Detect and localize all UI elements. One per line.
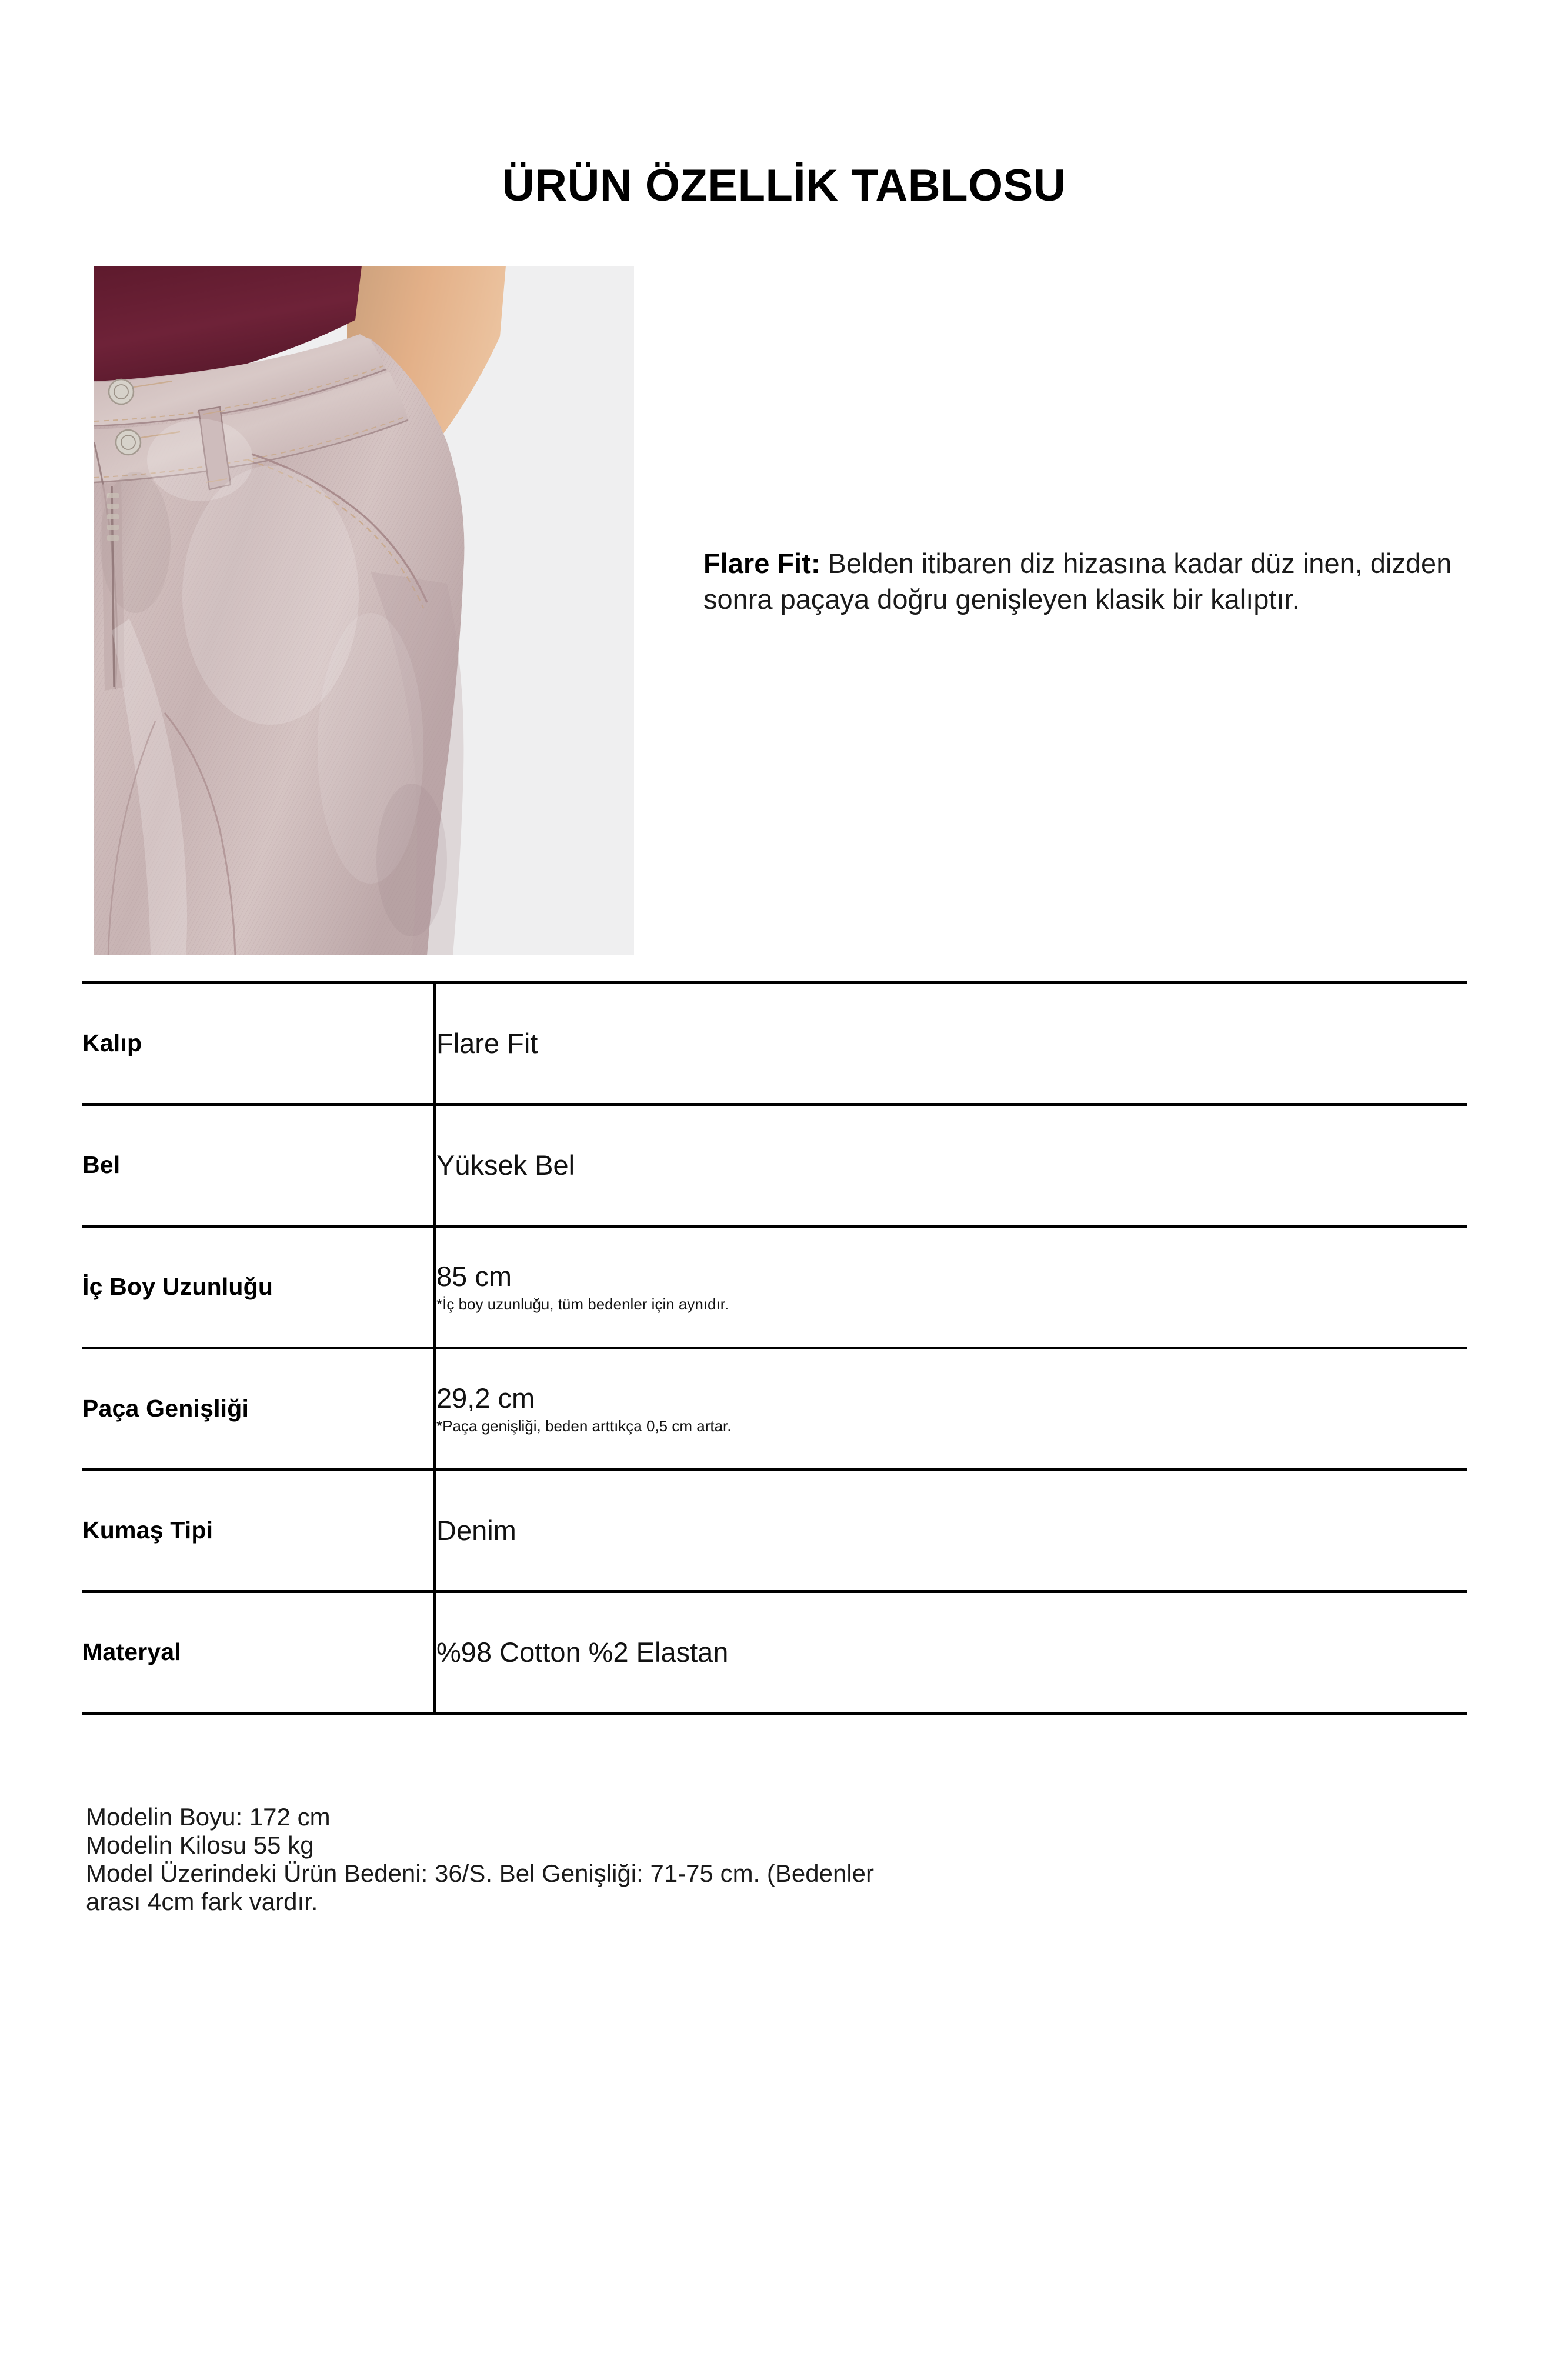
spec-label-cell — [82, 1470, 435, 1592]
spec-value: 29,2 cm — [436, 1382, 535, 1414]
footer-line: Modelin Boyu: 172 cm — [86, 1803, 331, 1831]
spec-value: Yüksek Bel — [436, 1149, 575, 1181]
product-photo — [94, 266, 634, 955]
spec-label-cell — [82, 1105, 435, 1227]
spec-value-cell — [435, 983, 1467, 1105]
spec-value: Denim — [436, 1515, 516, 1547]
spec-label: Kalıp — [82, 1029, 142, 1057]
spec-label: Bel — [82, 1151, 121, 1179]
spec-table-body — [82, 983, 1467, 1714]
spec-value-cell — [435, 1348, 1467, 1470]
spec-label: Kumaş Tipi — [82, 1517, 213, 1544]
spec-label-cell — [82, 1348, 435, 1470]
fit-description-body: Belden itibaren diz hizasına kadar düz inen, dizden sonra paçaya doğru genişleyen klasik bir kalıptır. — [703, 548, 1452, 615]
table-row — [82, 1470, 1467, 1592]
denim-button-bottom — [116, 430, 141, 455]
model-info-footer — [86, 1803, 1456, 1916]
table-row — [82, 1105, 1467, 1227]
spec-value-note: *İç boy uzunluğu, tüm bedenler için aynıdır. — [436, 1295, 729, 1313]
page-title: ÜRÜN ÖZELLİK TABLOSU — [502, 161, 1066, 211]
spec-value: 85 cm — [436, 1261, 512, 1292]
spec-value-cell — [435, 1105, 1467, 1227]
spec-label-cell — [82, 1227, 435, 1348]
spec-value-cell — [435, 1592, 1467, 1714]
footer-line: arası 4cm fark vardır. — [86, 1888, 318, 1915]
table-row — [82, 1348, 1467, 1470]
spec-value: Flare Fit — [436, 1028, 538, 1059]
fit-description-lead: Flare Fit: — [703, 548, 820, 579]
product-photo-illustration — [94, 266, 634, 955]
spec-label: İç Boy Uzunluğu — [82, 1273, 273, 1301]
spec-label: Materyal — [82, 1638, 181, 1666]
product-spec-table — [82, 981, 1467, 1715]
footer-line: Modelin Kilosu 55 kg — [86, 1831, 314, 1859]
spec-label: Paça Genişliği — [82, 1395, 249, 1422]
spec-value: %98 Cotton %2 Elastan — [436, 1637, 729, 1668]
table-row — [82, 983, 1467, 1105]
footer-line: Model Üzerindeki Ürün Bedeni: 36/S. Bel Genişliği: 71-75 cm. (Bedenler — [86, 1859, 875, 1887]
denim-button-top — [109, 379, 134, 404]
spec-value-cell — [435, 1470, 1467, 1592]
spec-value-note: *Paça genişliği, beden arttıkça 0,5 cm artar. — [436, 1417, 732, 1435]
spec-value-cell — [435, 1227, 1467, 1348]
table-row — [82, 1227, 1467, 1348]
spec-label-cell — [82, 1592, 435, 1714]
spec-label-cell — [82, 983, 435, 1105]
table-row — [82, 1592, 1467, 1714]
fit-description — [703, 545, 1474, 617]
